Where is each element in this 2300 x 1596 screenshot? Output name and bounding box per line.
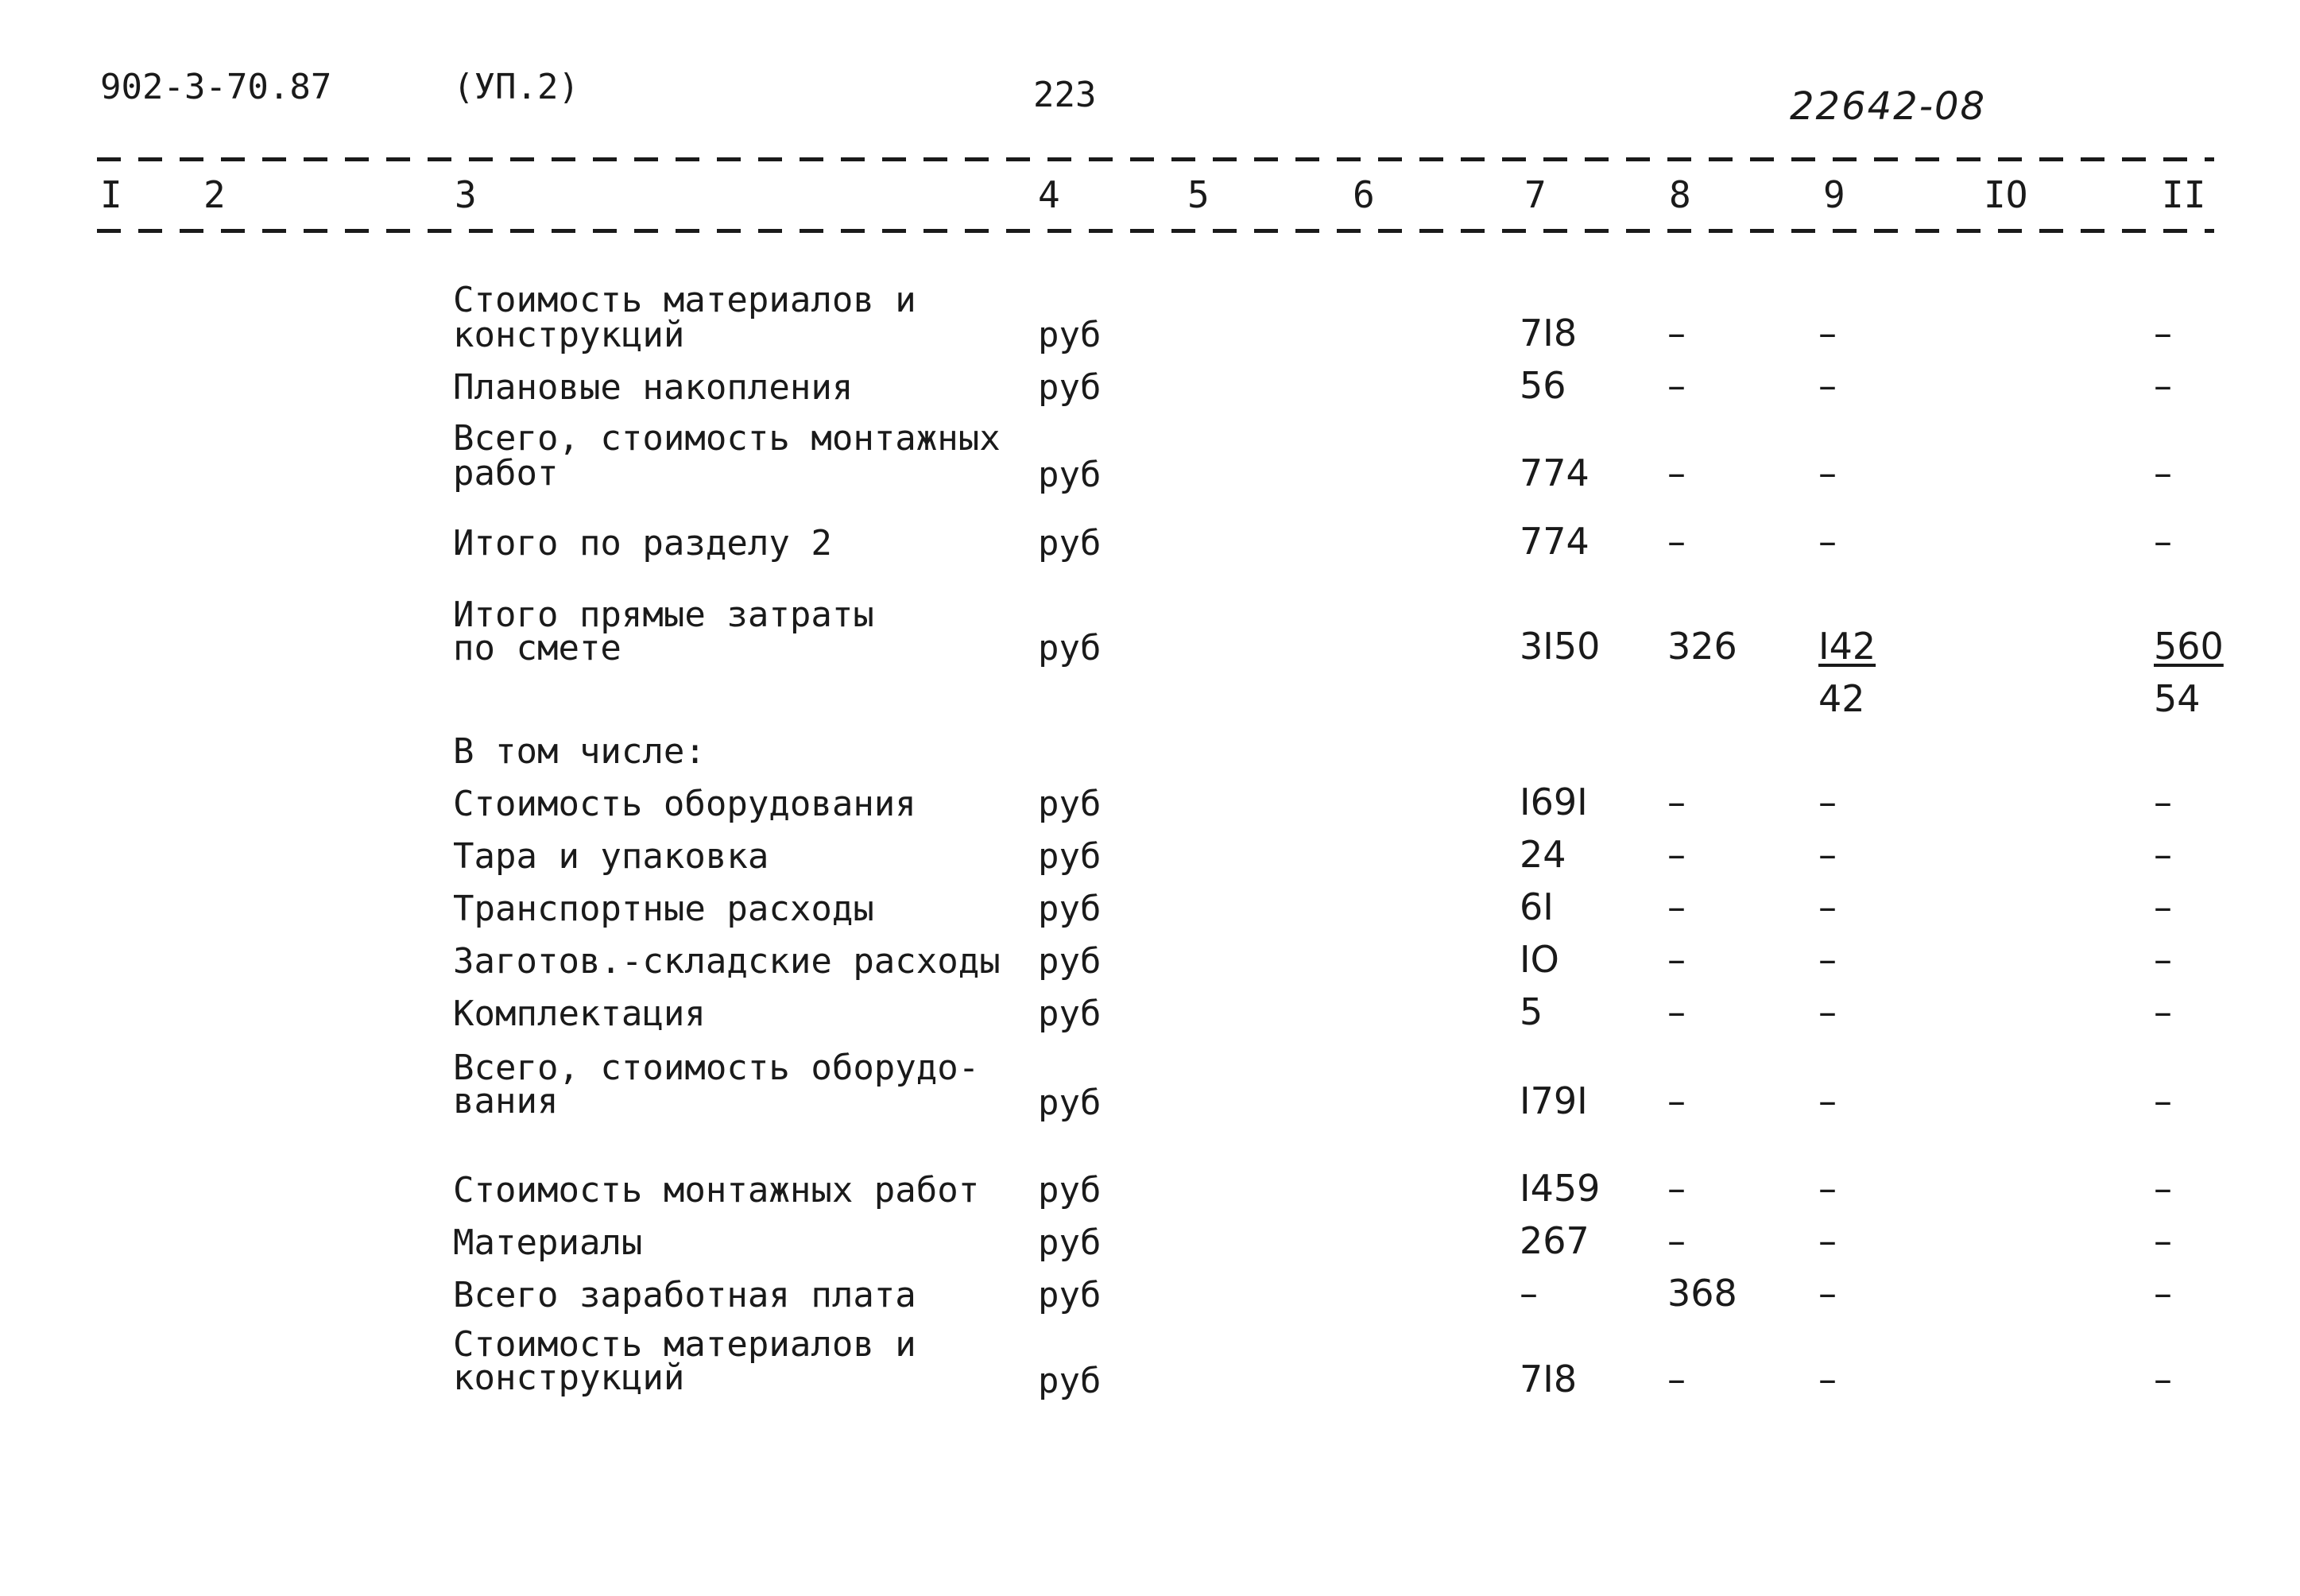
unit-cell: руб [1038,315,1102,355]
value-col8: – [1667,781,1686,823]
value-col9: – [1818,990,1837,1033]
value-col9: I42 [1818,625,1876,668]
row-title-line: Тара и упаковка [453,836,769,877]
value-col7: 5 [1520,990,1543,1033]
value-col9: – [1818,1167,1837,1210]
value-col9: – [1818,1079,1837,1122]
page-number: 223 [1033,75,1097,115]
value-col7: 774 [1520,451,1589,494]
value-col11: – [2154,1272,2172,1315]
unit-cell: руб [1038,455,1102,495]
value-col8: – [1667,1358,1686,1400]
row-title-line: Итого прямые затраты [453,595,874,635]
value-col11: – [2154,938,2172,981]
value-col7: 267 [1520,1219,1589,1262]
value-col8: – [1667,1167,1686,1210]
unit-cell: руб [1038,1361,1102,1401]
value-col7: 6I [1520,885,1554,928]
column-number-8: 8 [1669,173,1691,216]
column-number-9: 9 [1823,173,1845,216]
row-title-line: Стоимость оборудования [453,784,916,824]
value-col11: – [2154,833,2172,876]
value-col8: – [1667,520,1686,563]
row-title-line: конструкций [453,315,685,355]
column-number-7: 7 [1524,173,1547,216]
value-col7: I69I [1520,781,1588,823]
column-number-10: IO [1984,173,2028,216]
column-number-3: 3 [455,173,477,216]
value-col7: – [1520,1272,1538,1315]
unit-cell: руб [1038,628,1102,668]
value-col11: – [2154,1079,2172,1122]
value-col11: – [2154,885,2172,928]
unit-cell: руб [1038,941,1102,982]
unit-cell: руб [1038,523,1102,564]
row-title-line: Стоимость монтажных работ [453,1170,980,1211]
value-col9: – [1818,938,1837,981]
unit-cell: руб [1038,1222,1102,1263]
column-number-6: 6 [1353,173,1375,216]
row-title-line: Материалы [453,1222,643,1263]
value-col7: 24 [1520,833,1566,876]
value-col8: – [1667,312,1686,354]
value-col9: – [1818,1219,1837,1262]
value-col9: – [1818,1358,1837,1400]
row-title-line: Итого по разделу 2 [453,523,832,564]
value-col11: – [2154,451,2172,494]
unit-cell: руб [1038,1170,1102,1211]
unit-cell: руб [1038,889,1102,929]
unit-cell: руб [1038,1275,1102,1315]
value-col11: – [2154,990,2172,1033]
column-number-4: 4 [1038,173,1060,216]
row-title-line: конструкций [453,1358,685,1398]
value-col11: – [2154,364,2172,407]
value-col7: I79I [1520,1079,1588,1122]
album-label: (УП.2) [453,67,579,107]
value-col8: – [1667,938,1686,981]
top-dashed-rule [97,157,2214,161]
value-col9-sub: 42 [1818,677,1865,720]
value-col8: 326 [1667,625,1737,668]
row-title-line: вания [453,1081,559,1121]
value-col9: – [1818,1272,1837,1315]
value-col7: 7I8 [1520,1358,1578,1400]
row-title-line: Всего заработная плата [453,1275,916,1315]
value-col7: 774 [1520,520,1589,563]
row-title-line: Стоимость материалов и [453,1324,916,1365]
unit-cell: руб [1038,1083,1102,1123]
row-title-line: Стоимость материалов и [453,280,916,320]
document-code: 902-3-70.87 [100,67,332,107]
value-col9: – [1818,781,1837,823]
value-col11: 560 [2154,625,2224,668]
handwritten-code: 22642-08 [1790,84,1987,129]
row-title-line: Плановые накопления [453,367,854,408]
column-number-1: I [100,173,122,216]
value-col7: IO [1520,938,1559,981]
row-title-line: Всего, стоимость оборудо- [453,1048,980,1088]
value-col8: – [1667,885,1686,928]
bottom-dashed-rule [97,229,2214,233]
value-col8: – [1667,1219,1686,1262]
row-title-line: Транспортные расходы [453,889,874,929]
column-number-11: II [2162,173,2206,216]
value-col8: – [1667,833,1686,876]
column-number-2: 2 [203,173,226,216]
value-col7: 56 [1520,364,1566,407]
section-subheading: В том числе: [453,731,706,772]
unit-cell: руб [1038,836,1102,877]
value-col8: – [1667,364,1686,407]
value-col9: – [1818,451,1837,494]
value-col11: – [2154,520,2172,563]
value-col8: 368 [1667,1272,1737,1315]
unit-cell: руб [1038,784,1102,824]
value-col11: – [2154,1167,2172,1210]
unit-cell: руб [1038,367,1102,408]
value-col9: – [1818,312,1837,354]
value-col11-sub: 54 [2154,677,2201,720]
value-col9: – [1818,833,1837,876]
value-col11: – [2154,1358,2172,1400]
row-title-line: Всего, стоимость монтажных [453,418,1001,459]
value-col9: – [1818,885,1837,928]
value-col11: – [2154,1219,2172,1262]
value-col8: – [1667,990,1686,1033]
row-title-line: Заготов.-складские расходы [453,941,1001,982]
row-title-line: Комплектация [453,994,706,1034]
value-col11: – [2154,312,2172,354]
value-col7: I459 [1520,1167,1601,1210]
column-number-5: 5 [1187,173,1210,216]
unit-cell: руб [1038,994,1102,1034]
value-col7: 7I8 [1520,312,1578,354]
row-title-line: работ [453,453,559,494]
value-col11: – [2154,781,2172,823]
row-title-line: по смете [453,628,621,668]
value-col8: – [1667,1079,1686,1122]
value-col8: – [1667,451,1686,494]
value-col9: – [1818,520,1837,563]
value-col7: 3I50 [1520,625,1601,668]
value-col9: – [1818,364,1837,407]
